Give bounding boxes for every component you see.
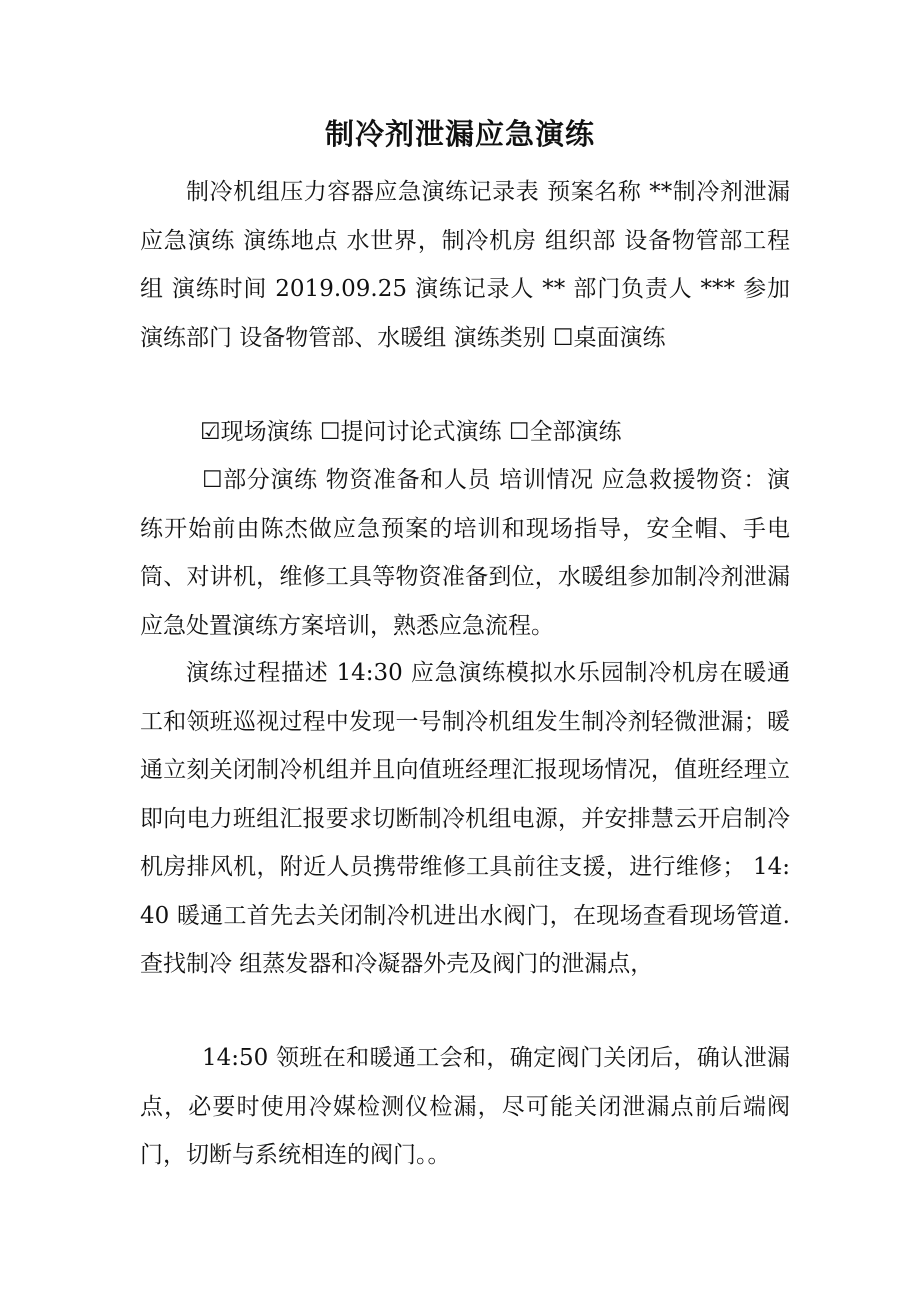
paragraph-drill-record: 制冷机组压力容器应急演练记录表 预案名称 **制冷剂泄漏应急演练 演练地点 水世界，制冷机房 组织部 设备物管部工程组 演练时间 2019.09.25 演练记录人 ** 部门负责人 *** 参加演练部门 设备物管部、水暖组 演练类别 ☐桌面演练 — [140, 179, 790, 351]
paragraph-drill-type-options: ☑现场演练 ☐提问讨论式演练 ☐全部演练 — [200, 419, 622, 445]
paragraph-leak-confirmation: 14:50 领班在和暖通工会和，确定阀门关闭后，确认泄漏点，必要时使用冷媒检测仪检漏，尽可能关闭泄漏点前后端阀门，切断与系统相连的阀门。。 — [140, 1045, 790, 1168]
page-title: 制冷剂泄漏应急演练 — [324, 117, 595, 151]
paragraph-preparation: ☐部分演练 物资准备和人员 培训情况 应急救援物资：演练开始前由陈杰做应急预案的培训和现场指导，安全帽、手电筒、对讲机，维修工具等物资准备到位，水暖组参加制冷剂泄漏应急处置演练方案培训，熟悉应急流程。 — [140, 467, 790, 639]
paragraph-process-description: 演练过程描述 14:30 应急演练模拟水乐园制冷机房在暖通工和领班巡视过程中发现一号制冷机组发生制冷剂轻微泄漏；暖通立刻关闭制冷机组并且向值班经理汇报现场情况，值班经理立即向电力班组汇报要求切断制冷机组电源，并安排慧云开启制冷机房排风机，附近人员携带维修工具前往支援，进行维修； 14:40 暖通工首先去关闭制冷机进出水阀门，在现场查看现场管道.查找制冷 组蒸发器和冷凝器外壳及阀门的泄漏点， — [140, 660, 790, 977]
